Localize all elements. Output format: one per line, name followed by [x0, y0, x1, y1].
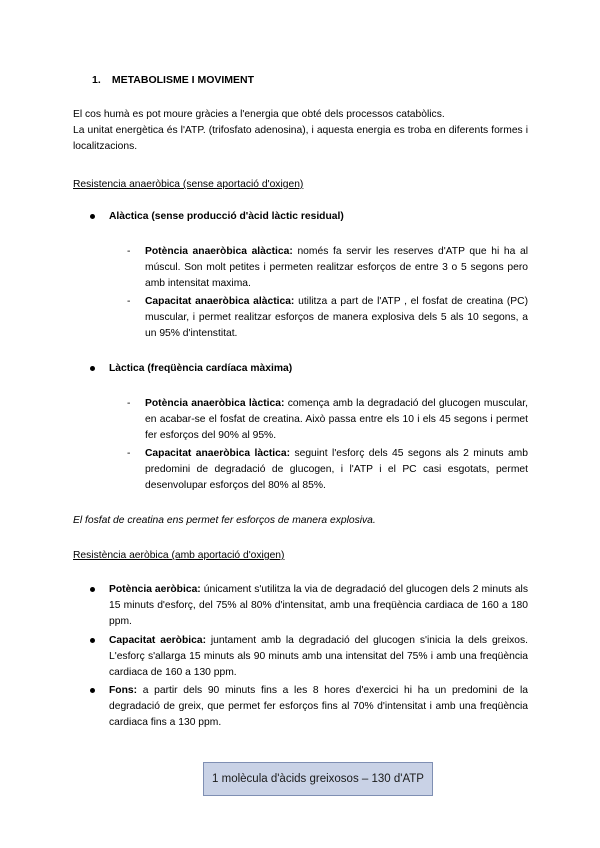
- lactic-item-term: Capacitat anaeròbica làctica:: [145, 448, 291, 459]
- alactic-item-term: Potència anaeròbica alàctica:: [145, 246, 293, 257]
- section-number: 1.: [92, 74, 101, 86]
- aerobic-item-term: Fons:: [109, 685, 138, 696]
- intro-line-1: El cos humà es pot moure gràcies a l'energia que obté dels processos catabòlics.: [73, 109, 445, 120]
- aerobic-item-term: Capacitat aeròbica:: [109, 635, 207, 646]
- lactic-item-text: [145, 396, 528, 444]
- alactic-item-term: Capacitat anaeròbica alàctica:: [145, 296, 295, 307]
- dash-marker: -: [127, 296, 131, 307]
- lactic-item-term: Potència anaeròbica làctica:: [145, 398, 285, 409]
- alactic-item-desc: només fa servir les reserves d'ATP que hi ha al múscul. Son molt petites i permeten realitzar esforços de entre 3 o 5 segons pero amb intensitat maxima.: [145, 246, 528, 289]
- alactic-item-text: [145, 294, 528, 342]
- alactic-item-text: [145, 244, 528, 292]
- lactic-item-desc: seguint l'esforç dels 45 segons als 2 minuts amb predomini de degradació de glucogen, i l'ATP i el PC casi esgotats, permet desenvolupar esforços del 80% al 85%.: [145, 448, 528, 491]
- aerobic-item-term: Potència aeròbica:: [109, 584, 201, 595]
- bullet-dot-icon: [90, 688, 95, 693]
- aerobic-item-desc: a partir dels 90 minuts fins a les 8 hores d'exercici hi ha un predomini de la degradació de greix, que permet fer esforços fins al 70% d'intensitat i amb una freqüència cardiaca fins a 130 ppm.: [109, 685, 528, 728]
- creatine-note: El fosfat de creatina ens permet fer esforços de manera explosiva.: [73, 515, 376, 526]
- alactic-title: Alàctica (sense producció d'àcid làctic residual): [109, 211, 344, 222]
- bullet-dot-icon: [90, 587, 95, 592]
- aerobic-item-text: [109, 582, 528, 630]
- dash-marker: -: [127, 398, 131, 409]
- aerobic-title: Resistència aeròbica (amb aportació d'oxigen): [73, 550, 285, 561]
- alactic-item-desc: utilitza a part de l'ATP , el fosfat de creatina (PC) muscular, i permet realitzar esforços de manera explosiva dels 5 als 10 segons, a un 95% d'intenstitat.: [145, 296, 528, 339]
- dash-marker: -: [127, 448, 131, 459]
- section-title: METABOLISME I MOVIMENT: [111, 74, 255, 86]
- aerobic-item-text: [109, 633, 528, 681]
- intro-line-2: La unitat energètica és l'ATP. (trifosfato adenosina), i aquesta energia es troba en diferents formes i localitzacions.: [73, 125, 528, 152]
- aerobic-item-desc: únicament s'utilitza la via de degradació del glucogen dels 2 minuts als 15 minuts d'esforç, del 75% al 80% d'intensitat, amb una freqüència cardiaca de 160 a 180 ppm.: [109, 584, 528, 627]
- dash-marker: -: [127, 246, 131, 257]
- bullet-dot-icon: [90, 366, 95, 371]
- intro-paragraph: [73, 107, 528, 155]
- lactic-title: Làctica (freqüència cardíaca màxima): [109, 363, 293, 374]
- bullet-dot-icon: [90, 214, 95, 219]
- lactic-item-text: [145, 446, 528, 494]
- aerobic-item-text: [109, 683, 528, 731]
- section-heading: [92, 72, 254, 88]
- aerobic-item-desc: juntament amb la degradació del glucogen s'inicia la dels greixos. L'esforç s'allarga 15 minuts als 90 minuts amb una intensitat del 75% i amb una freqüència cardiaca de 160 a 130 ppm.: [109, 635, 528, 678]
- bullet-dot-icon: [90, 638, 95, 643]
- anaerobic-title: Resistencia anaeròbica (sense aportació d'oxigen): [73, 179, 304, 190]
- lactic-item-desc: comença amb la degradació del glucogen muscular, en acabar-se el fosfat de creatina. Això passa entre els 10 i els 45 segons i permet fer esforços del 90% al 95%.: [145, 398, 528, 441]
- atp-callout-box: 1 molècula d'àcids greixosos – 130 d'ATP: [203, 762, 433, 796]
